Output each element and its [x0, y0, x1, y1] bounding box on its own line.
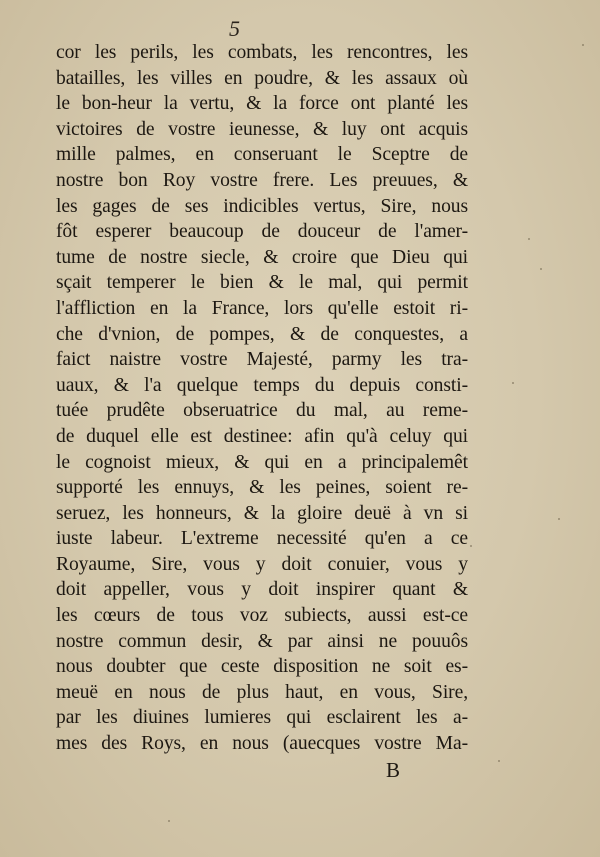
- text-line: tume de nostre siecle, & croire que Dieu qui: [56, 246, 468, 268]
- signature-mark: B: [386, 758, 401, 782]
- paper-speck: [528, 238, 530, 240]
- paper-speck: [558, 518, 560, 520]
- text-line: sçait temperer le bien & le mal, qui permit: [56, 272, 468, 294]
- text-line: doit appeller, vous y doit inspirer quant &: [56, 579, 468, 601]
- text-line: uaux, & l'a quelque temps du depuis consti-: [56, 374, 468, 396]
- page-number: 5: [229, 16, 240, 41]
- text-line: faict naistre vostre Majesté, parmy les tra-: [56, 349, 468, 371]
- text-line: le cognoist mieux, & qui en a principalemêt: [56, 451, 468, 473]
- text-line: che d'vnion, de pompes, & de conquestes, a: [56, 323, 468, 345]
- paper-speck: [470, 545, 472, 547]
- text-line: les cœurs de tous voz subiects, aussi est-ce: [56, 605, 468, 627]
- text-line: meuë en nous de plus haut, en vous, Sire,: [56, 681, 468, 703]
- text-line: batailles, les villes en poudre, & les assaux où: [56, 67, 468, 89]
- text-line: seruez, les honneurs, & la gloire deuë à vn si: [56, 502, 468, 524]
- paper-speck: [582, 44, 584, 46]
- text-line: iuste labeur. L'extreme necessité qu'en a ce: [56, 528, 468, 550]
- paper-speck: [512, 382, 514, 384]
- text-line: mille palmes, en conseruant le Sceptre de: [56, 144, 468, 166]
- paper-speck: [540, 268, 542, 270]
- paper-speck: [168, 820, 170, 822]
- text-line: tuée prudête obseruatrice du mal, au reme-: [56, 400, 468, 422]
- text-line: supporté les ennuys, & les peines, soient re-: [56, 477, 468, 499]
- text-line: victoires de vostre ieunesse, & luy ont acquis: [56, 118, 468, 140]
- text-line: fôt esperer beaucoup de douceur de l'amer-: [56, 221, 468, 243]
- text-line: nous doubter que ceste disposition ne soit es-: [56, 656, 468, 678]
- text-line: mes des Roys, en nous (auecques vostre Ma-: [56, 733, 468, 755]
- text-line: Royaume, Sire, vous y doit conuier, vous y: [56, 553, 468, 575]
- text-line: le bon-heur la vertu, & la force ont planté les: [56, 93, 468, 115]
- body-text: [56, 40, 468, 757]
- text-line: par les diuines lumieres qui esclairent les a-: [56, 707, 468, 729]
- text-line: les gages de ses indicibles vertus, Sire, nous: [56, 195, 468, 217]
- text-line: cor les perils, les combats, les rencontres, les: [56, 42, 468, 63]
- paper-speck: [498, 760, 500, 762]
- text-line: nostre commun desir, & par ainsi ne pouuôs: [56, 630, 468, 652]
- text-line: de duquel elle est destinee: afin qu'à celuy qui: [56, 425, 468, 447]
- text-line: l'affliction en la France, lors qu'elle estoit ri-: [56, 297, 468, 319]
- text-line: nostre bon Roy vostre frere. Les preuues, &: [56, 169, 468, 191]
